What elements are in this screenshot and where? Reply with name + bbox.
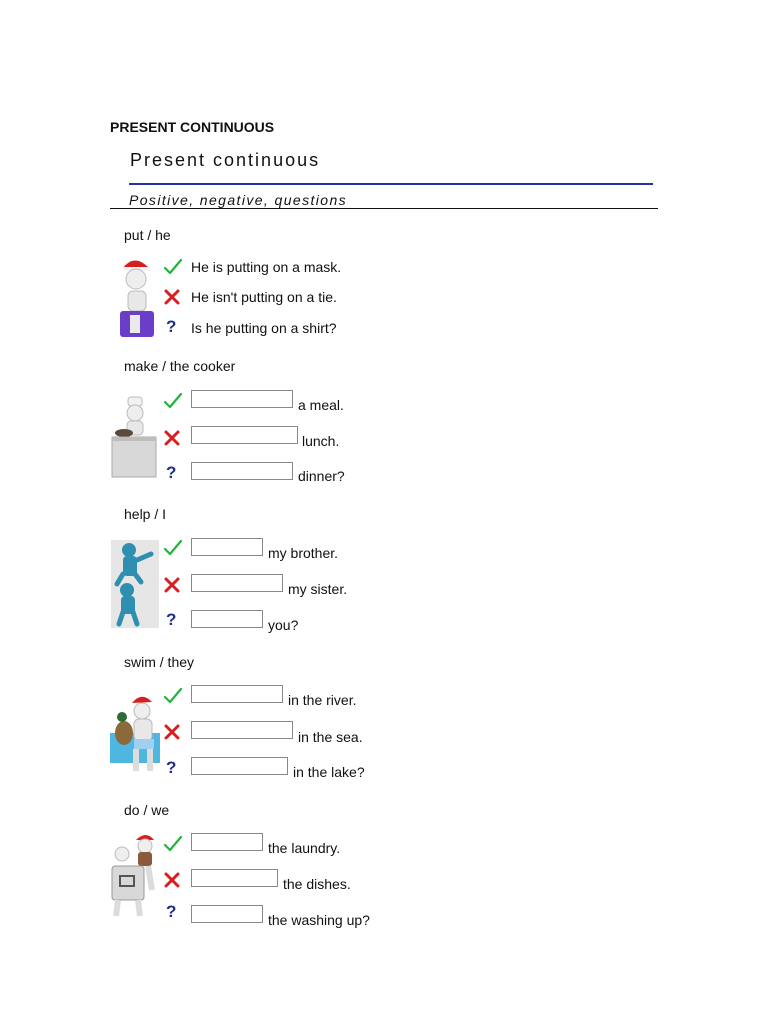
sentence-end: my brother. (268, 545, 339, 561)
answer-input[interactable] (191, 905, 263, 923)
check-icon (163, 686, 183, 706)
sentence-end: the laundry. (268, 840, 341, 856)
answer-input[interactable] (191, 426, 298, 444)
answer-input[interactable] (191, 538, 263, 556)
page-title: Present continuous (130, 150, 321, 170)
answer-input[interactable] (191, 462, 293, 480)
figures-carrying-laundry (108, 830, 160, 923)
check-icon (163, 391, 183, 411)
chef-figure-at-stove (110, 395, 158, 484)
answer-input[interactable] (191, 610, 263, 628)
check-icon (163, 257, 183, 277)
cross-icon (162, 722, 182, 742)
example-sentence: He isn't putting on a tie. (191, 289, 337, 305)
sentence-end: the dishes. (283, 876, 351, 892)
sentence-end: a meal. (298, 397, 344, 413)
document-title: PRESENT CONTINUOUS (110, 119, 275, 135)
example-sentence: Is he putting on a shirt? (191, 320, 337, 336)
title-underline (129, 183, 653, 185)
santa-figure-with-mask (114, 255, 160, 344)
answer-input[interactable] (191, 721, 293, 739)
figures-climbing-wall (111, 540, 159, 633)
sentence-end: in the sea. (298, 729, 363, 745)
sentence-end: in the lake? (293, 764, 365, 780)
section-label: make / the cooker (124, 358, 236, 374)
divider (110, 208, 658, 209)
answer-input[interactable] (191, 685, 283, 703)
question-icon: ? (166, 610, 177, 629)
example-sentence: He is putting on a mask. (191, 259, 342, 275)
answer-input[interactable] (191, 574, 283, 592)
cross-icon (162, 870, 182, 890)
check-icon (163, 538, 183, 558)
answer-input[interactable] (191, 757, 288, 775)
section-label: do / we (124, 802, 170, 818)
question-icon: ? (166, 463, 177, 482)
cross-icon (162, 428, 182, 448)
cross-icon (162, 575, 182, 595)
question-icon: ? (166, 902, 177, 921)
answer-input[interactable] (191, 833, 263, 851)
santa-figure-with-duck (110, 693, 160, 780)
answer-input[interactable] (191, 869, 278, 887)
sentence-end: lunch. (302, 433, 340, 449)
check-icon (163, 834, 183, 854)
answer-input[interactable] (191, 390, 293, 408)
question-icon: ? (166, 758, 177, 777)
section-label: put / he (124, 227, 171, 243)
sentence-end: you? (268, 617, 299, 633)
cross-icon (162, 287, 182, 307)
question-icon: ? (166, 317, 177, 336)
section-label: help / I (124, 506, 167, 522)
sentence-end: dinner? (298, 468, 345, 484)
sentence-end: in the river. (288, 692, 357, 708)
sentence-end: the washing up? (268, 912, 370, 928)
section-label: swim / they (124, 654, 195, 670)
sentence-end: my sister. (288, 581, 348, 597)
subheading: Positive, negative, questions (129, 192, 348, 208)
